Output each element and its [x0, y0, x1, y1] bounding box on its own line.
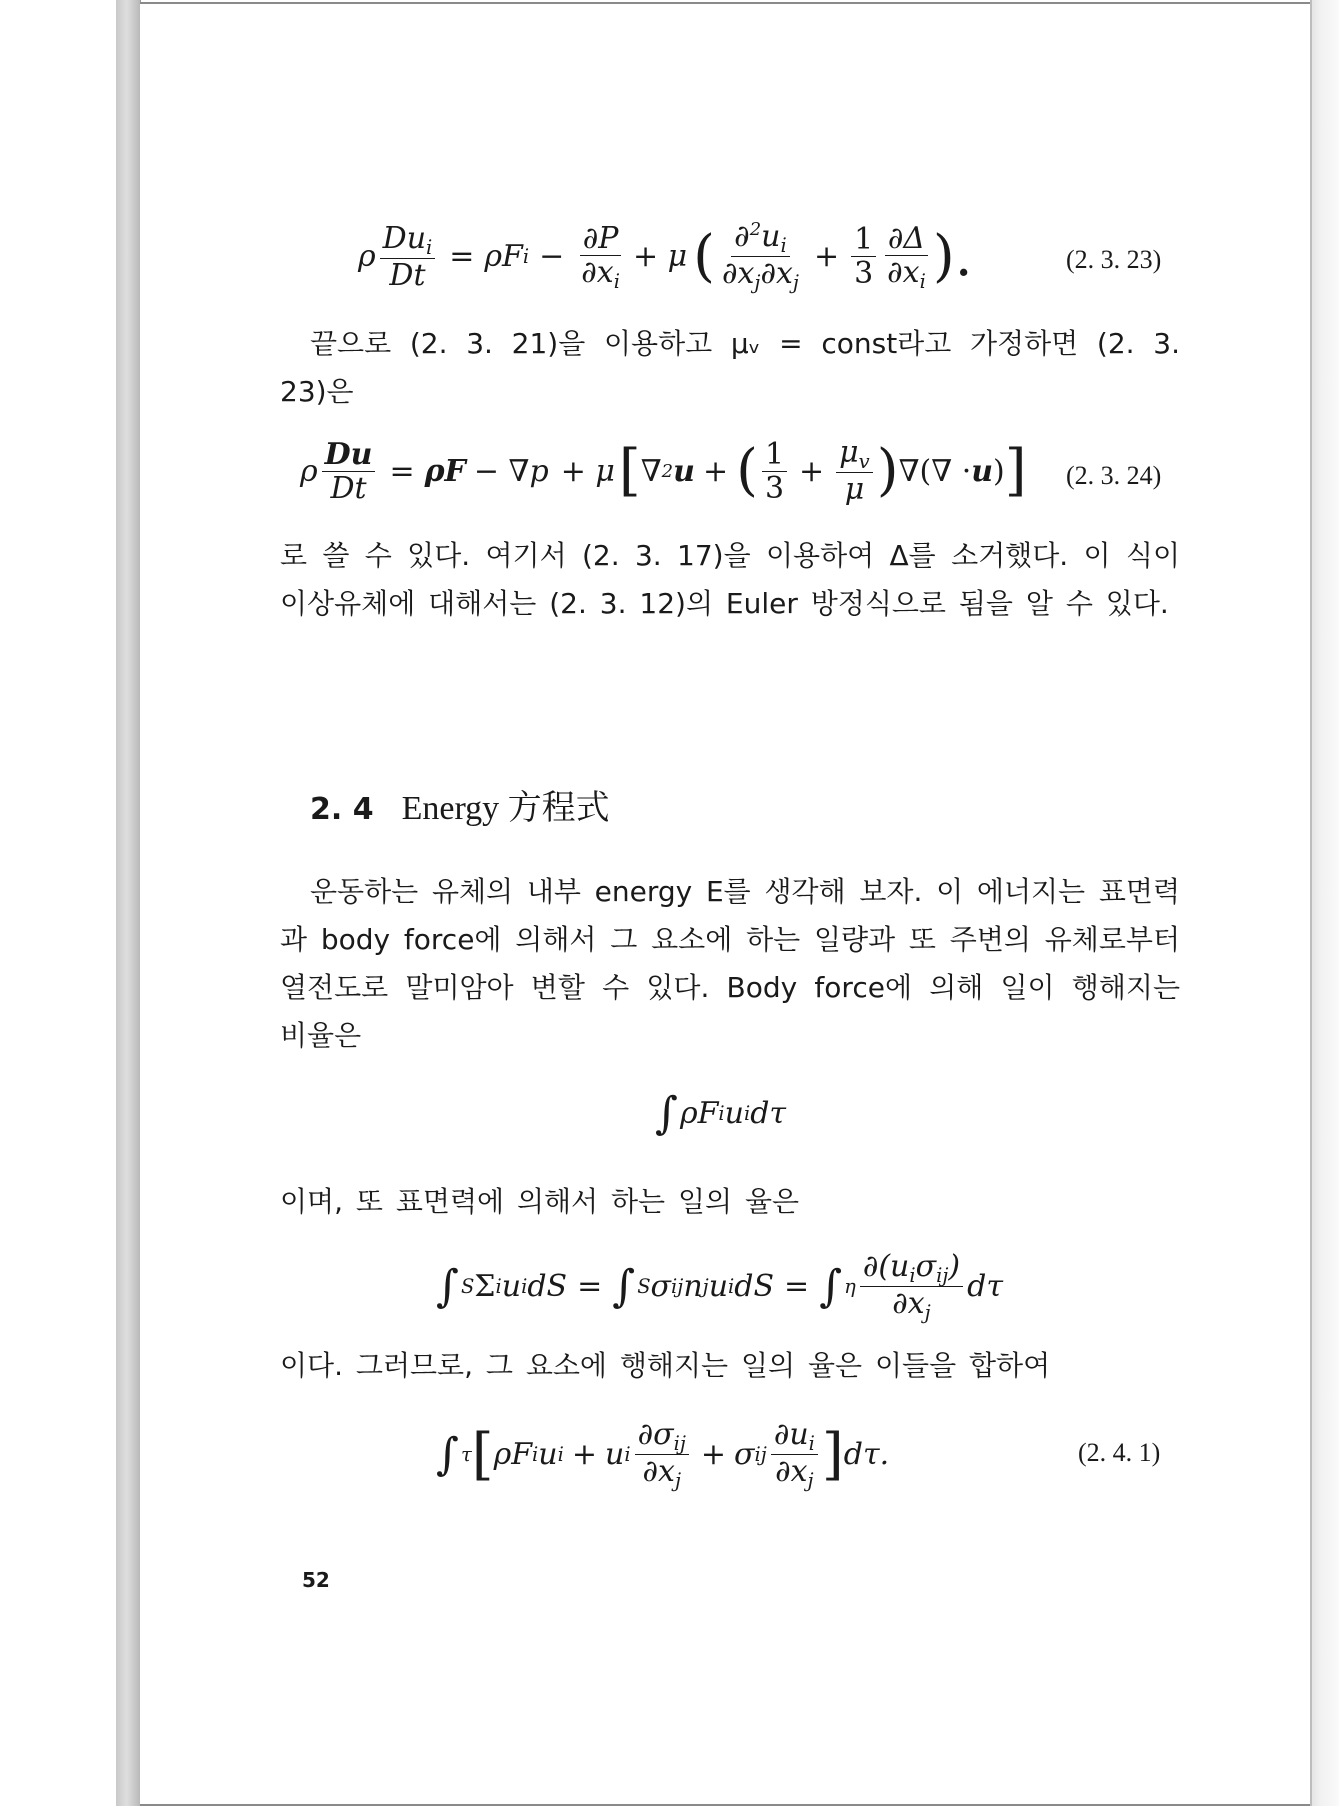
eq-bracket: [ [471, 1421, 494, 1487]
eq-symbol: σ [650, 1269, 672, 1305]
eq-symbol: Dt [389, 257, 426, 293]
integral-sign: ∫ [819, 1261, 843, 1313]
integral-sign: ∫ [655, 1088, 678, 1139]
fraction [380, 222, 436, 292]
equation-surface-work [436, 1250, 1003, 1324]
paragraph: 운동하는 유체의 내부 energy E를 생각해 보자. 이 에너지는 표면력과 body force에 의해서 그 요소에 하는 일량과 또 주변의 유체로부터 열전도로 말미암아 변할 수 있다. Body force에 의해 일이 행해지는 비율은 [280, 875, 1180, 1052]
eq-bracket: ] [1004, 437, 1027, 503]
eq-symbol: ρF [424, 453, 466, 489]
eq-superscript: 2 [661, 460, 674, 482]
eq-subscript: S [460, 1275, 475, 1299]
paragraph: 이며, 또 표면력에 의해서 하는 일의 율은 [280, 1185, 800, 1218]
eq-subscript: j [674, 1469, 681, 1493]
eq-symbol: u [708, 1269, 729, 1305]
eq-symbol: ∂x [642, 1454, 675, 1490]
eq-symbol: ∇ [640, 453, 662, 489]
equation-2-4-1 [436, 1418, 889, 1492]
fraction [578, 222, 623, 292]
eq-symbol: ρF [484, 239, 523, 275]
eq-subscript: S [637, 1275, 651, 1299]
eq-subscript: i [808, 1431, 815, 1455]
equation-body-force-work [655, 1088, 786, 1139]
eq-symbol: ∂x [887, 254, 920, 290]
eq-paren: ( [693, 223, 715, 289]
eq-symbol: ∂x [581, 254, 614, 290]
eq-symbol: + [799, 453, 825, 489]
eq-symbol: μ [839, 435, 859, 470]
equation-number: (2. 4. 1) [1078, 1438, 1161, 1467]
eq-symbol: u [761, 219, 781, 254]
eq-symbol: dτ. [843, 1437, 890, 1473]
page-edge [1310, 0, 1339, 1806]
fraction [851, 223, 876, 290]
eq-symbol: ∂ [734, 219, 750, 254]
eq-subscript: i [557, 1443, 564, 1467]
eq-symbol: u [724, 1096, 744, 1131]
eq-subscript: i [919, 269, 926, 293]
equation-2-3-24 [300, 436, 1027, 506]
book-spine [116, 0, 141, 1806]
paragraph: 끝으로 (2. 3. 21)을 이용하고 μᵥ = const라고 가정하면 (2. 3. 23)은 [280, 327, 1180, 408]
eq-symbol: + [571, 1437, 598, 1473]
integral-sign: ∫ [436, 1429, 459, 1481]
eq-subscript: τ [460, 1443, 472, 1467]
section-title: Energy 方程式 [401, 790, 610, 827]
eq-subscript: j [792, 271, 799, 295]
eq-symbol: ∂x [721, 256, 755, 292]
eq-symbol: Du [382, 220, 427, 256]
eq-symbol: = [449, 239, 475, 275]
eq-symbol: σ [734, 1437, 755, 1473]
fraction [836, 436, 873, 506]
eq-paren: ). [932, 223, 973, 289]
eq-subscript: i [624, 1443, 631, 1467]
eq-symbol: Σ [474, 1269, 496, 1305]
eq-symbol: = [577, 1269, 603, 1305]
eq-symbol: ∂σ [637, 1417, 674, 1452]
eq-symbol: u [501, 1269, 522, 1305]
eq-symbol: ∂x [760, 256, 793, 292]
eq-symbol: Du [322, 438, 376, 472]
eq-symbol: dS [527, 1269, 568, 1305]
eq-symbol: ) [948, 1249, 961, 1284]
eq-symbol: = [784, 1269, 810, 1305]
eq-subscript: i [522, 245, 530, 269]
eq-subscript: i [743, 1102, 751, 1125]
eq-symbol: + [702, 453, 729, 489]
fraction [635, 1418, 689, 1492]
eq-subscript: i [780, 233, 787, 257]
eq-symbol: ∂Δ [885, 222, 928, 256]
equation-number: (2. 3. 24) [1066, 461, 1162, 490]
paragraph: 로 쓸 수 있다. 여기서 (2. 3. 17)을 이용하여 Δ를 소거했다. 이 식이 이상유체에 대해서는 (2. 3. 12)의 Euler 방정식으로 됨을 알 수 있다. [280, 539, 1180, 620]
eq-subscript: j [807, 1469, 814, 1493]
eq-subscript: ij [936, 1263, 949, 1287]
eq-subscript: j [702, 1275, 709, 1299]
fraction [884, 222, 929, 292]
equation-number: (2. 3. 23) [1066, 245, 1162, 274]
integral-sign: ∫ [612, 1261, 636, 1313]
eq-symbol: ) [993, 453, 1005, 489]
eq-subscript: v [858, 449, 870, 473]
eq-symbol: ∂x [892, 1286, 925, 1322]
eq-symbol: + μ [632, 239, 688, 275]
eq-symbol: ∂x [775, 1454, 808, 1490]
equation-2-3-23 [358, 220, 973, 294]
eq-superscript: 2 [749, 219, 762, 241]
fraction [771, 1418, 818, 1492]
fraction [860, 1250, 963, 1324]
eq-subscript: η [844, 1275, 856, 1299]
eq-symbol: ∂P [580, 222, 622, 256]
eq-symbol: u [605, 1437, 625, 1473]
eq-symbol: σ [915, 1249, 937, 1284]
paragraph: 이다. 그러므로, 그 요소에 행해지는 일의 율은 이들을 합하여 [280, 1349, 1051, 1382]
eq-symbol: 3 [854, 256, 874, 292]
eq-symbol: μ [844, 472, 865, 508]
eq-symbol: ∇(∇ · [898, 453, 972, 489]
eq-symbol: ∂(u [862, 1249, 910, 1284]
eq-subscript: i [426, 235, 433, 259]
eq-symbol: ρ [300, 453, 318, 489]
eq-paren: ) [876, 437, 899, 503]
eq-symbol: u [538, 1437, 558, 1473]
page-number: 52 [302, 1568, 330, 1592]
eq-symbol: + [700, 1437, 727, 1473]
eq-symbol: dS [734, 1269, 775, 1305]
eq-bracket: [ [618, 437, 641, 503]
eq-symbol: 1 [851, 223, 876, 257]
eq-symbol: n [683, 1269, 703, 1305]
eq-subscript: ij [673, 1431, 686, 1455]
eq-subscript: i [532, 1443, 539, 1467]
eq-subscript: ij [754, 1443, 767, 1467]
eq-paren: ( [736, 437, 758, 503]
eq-subscript: j [754, 271, 761, 295]
eq-symbol: − ∇p [473, 453, 549, 489]
eq-symbol: dτ [750, 1096, 787, 1131]
eq-subscript: j [924, 1301, 931, 1325]
fraction [719, 220, 802, 294]
eq-symbol: ρF [679, 1096, 719, 1131]
integral-sign: ∫ [436, 1261, 459, 1313]
eq-subscript: i [521, 1275, 528, 1299]
eq-symbol: Dt [330, 470, 367, 506]
eq-symbol: dτ [967, 1269, 1003, 1305]
eq-subscript: i [495, 1275, 502, 1299]
eq-bracket: ] [821, 1421, 844, 1487]
eq-symbol: 1 [762, 438, 787, 472]
eq-subscript: i [718, 1102, 725, 1125]
eq-symbol: 3 [764, 470, 785, 506]
fraction [762, 438, 787, 505]
eq-symbol: u [971, 453, 994, 489]
fraction [322, 438, 376, 505]
eq-subscript: i [613, 269, 620, 293]
eq-subscript: i [909, 1263, 916, 1287]
eq-symbol: − [539, 239, 565, 275]
eq-symbol: + μ [560, 453, 615, 489]
eq-subscript: ij [671, 1275, 684, 1299]
eq-symbol: ρ [358, 239, 376, 275]
eq-symbol: u [673, 453, 695, 489]
eq-subscript: i [728, 1275, 735, 1299]
eq-symbol: ∂u [773, 1417, 809, 1452]
eq-symbol: ρF [493, 1437, 533, 1473]
section-heading [310, 780, 610, 829]
section-number: 2. 4 [310, 792, 374, 827]
eq-symbol: + [813, 239, 840, 275]
eq-symbol: = [389, 453, 415, 489]
